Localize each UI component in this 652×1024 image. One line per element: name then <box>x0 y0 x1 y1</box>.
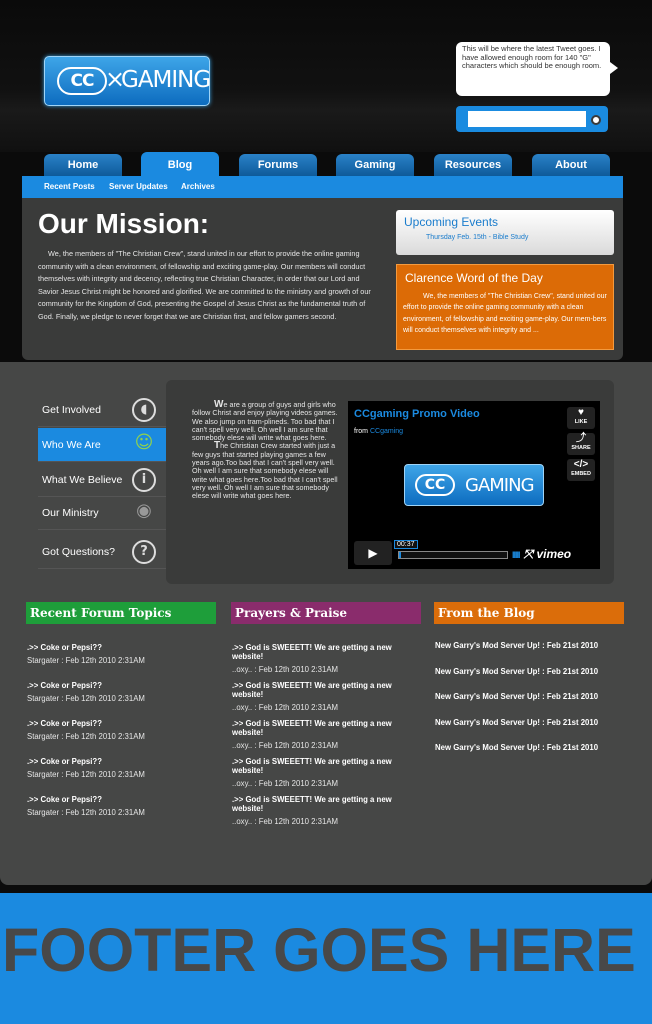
people-icon: ☺ <box>134 432 154 453</box>
list-item[interactable] <box>27 795 217 817</box>
globe-icon: ◉ <box>136 500 152 521</box>
play-button[interactable] <box>354 541 392 565</box>
video-time: 00:37 <box>394 540 418 549</box>
item-title[interactable]: .>> God is SWEEETT! We are getting a new website! <box>232 681 392 699</box>
list-item[interactable] <box>232 681 422 712</box>
play-icon: ▶ <box>368 546 378 560</box>
code-icon: </> <box>573 459 589 470</box>
item-title[interactable]: .>> God is SWEEETT! We are getting a new website! <box>232 643 392 661</box>
vimeo-brand: vimeo <box>536 547 572 561</box>
main-nav <box>0 152 652 176</box>
menu-label: Our Ministry <box>42 507 99 519</box>
item-meta: Stargater : Feb 12th 2010 2:31AM <box>27 808 145 817</box>
subnav-recent-posts[interactable]: Recent Posts <box>44 182 95 191</box>
item-title[interactable]: New Garry's Mod Server Up! : Feb 21st 2010 <box>435 641 599 650</box>
list-item[interactable] <box>435 692 625 701</box>
video-logo-name: GAMING <box>465 475 534 496</box>
about-paragraph: e are a group of guys and girls who follow Christ and enjoy playing videos games. We also jump on tram-plineds. Too bad that I can't spell very well. Oh well I am sure that somebody elese will write what goes here. <box>192 400 338 443</box>
forum-column <box>26 602 216 624</box>
events-title[interactable]: Upcoming Events <box>404 215 499 229</box>
subnav-archives[interactable]: Archives <box>181 182 215 191</box>
menu-who-we-are[interactable] <box>38 428 166 462</box>
item-meta: ..oxy.. : Feb 12th 2010 2:31AM <box>232 779 339 788</box>
latest-tweet: This will be where the latest Tweet goes. I have allowed enough room for 140 "G" characters which should be enough room. <box>456 42 610 96</box>
share-icon: ⤴ <box>576 433 586 444</box>
about-text <box>192 401 340 501</box>
site-logo[interactable] <box>44 56 210 106</box>
item-meta: ..oxy.. : Feb 12th 2010 2:31AM <box>232 741 339 750</box>
item-title[interactable]: New Garry's Mod Server Up! : Feb 21st 2010 <box>435 718 599 727</box>
like-button[interactable] <box>567 407 595 429</box>
video-byline <box>354 428 403 435</box>
mission-body: We, the members of "The Christian Crew", stand united in our effort to provide the online gaming community with a clean environment, of fellowship and exciting game-play. Our members will conduct themselves with integrity and decency, reflecting true Christian Character, in order that our Lord and Savior Jesus Christ might be honored and glorified. We are committed to the ministry and growth of our community for the Kingdom of God, presenting the Gospel of Jesus Christ as the fundamental truth of God. Finally, we pledge to never forget that we are Christian first, and fellow gamers second. <box>38 249 371 321</box>
upcoming-events <box>396 210 614 255</box>
share-button[interactable] <box>567 433 595 455</box>
tab-about[interactable]: About <box>532 154 610 176</box>
item-meta: Stargater : Feb 12th 2010 2:31AM <box>27 770 145 779</box>
video-logo-cc: CC <box>415 474 455 496</box>
item-title[interactable]: .>> Coke or Pepsi?? <box>27 719 102 728</box>
like-label: LIKE <box>574 419 588 425</box>
fullscreen-icon[interactable]: ⤧ <box>523 547 537 561</box>
event-item[interactable]: Thursday Feb. 15th - Bible Study <box>426 234 529 241</box>
sub-nav <box>22 176 623 198</box>
menu-label: Got Questions? <box>42 546 115 558</box>
logo-x-icon: × <box>105 65 126 93</box>
video-player[interactable] <box>348 401 600 569</box>
menu-label: What We Believe <box>42 474 123 486</box>
list-item[interactable] <box>232 795 422 826</box>
subnav-server-updates[interactable]: Server Updates <box>109 182 168 191</box>
question-icon: ? <box>132 540 156 564</box>
item-title[interactable]: New Garry's Mod Server Up! : Feb 21st 2010 <box>435 692 599 701</box>
list-item[interactable] <box>435 743 625 752</box>
search-box <box>456 106 608 132</box>
prayers-column <box>231 602 421 624</box>
item-title[interactable]: .>> Coke or Pepsi?? <box>27 643 102 652</box>
tab-forums[interactable]: Forums <box>239 154 317 176</box>
item-title[interactable]: New Garry's Mod Server Up! : Feb 21st 2010 <box>435 667 599 676</box>
search-button-icon[interactable] <box>591 115 601 125</box>
list-item[interactable] <box>232 719 422 750</box>
menu-our-ministry[interactable] <box>38 496 166 530</box>
tab-blog[interactable]: Blog <box>141 152 219 176</box>
item-title[interactable]: .>> God is SWEEETT! We are getting a new website! <box>232 719 392 737</box>
list-item[interactable] <box>435 641 625 650</box>
mission-title: Our Mission: <box>38 208 210 239</box>
item-meta: Stargater : Feb 12th 2010 2:31AM <box>27 656 145 665</box>
blog-column <box>434 602 624 624</box>
menu-got-questions[interactable] <box>38 535 166 569</box>
word-body: We, the members of "The Christian Crew", stand united our effort to provide the online gaming community with a clean environment, of fellowship and exciting game-play. Our mem-bers will conduct themselves with integrity and ... <box>403 293 607 335</box>
item-title[interactable]: .>> Coke or Pepsi?? <box>27 795 102 804</box>
item-title[interactable]: .>> God is SWEEETT! We are getting a new website! <box>232 757 392 775</box>
tab-gaming[interactable]: Gaming <box>336 154 414 176</box>
progress-fill <box>399 552 401 558</box>
dropcap: T <box>214 440 221 452</box>
video-author[interactable]: CCgaming <box>369 428 404 435</box>
dropcap: W <box>214 399 224 410</box>
mission-panel <box>22 198 623 360</box>
list-item[interactable] <box>27 643 217 665</box>
menu-label: Get Involved <box>42 404 101 416</box>
tab-home[interactable]: Home <box>44 154 122 176</box>
item-meta: ..oxy.. : Feb 12th 2010 2:31AM <box>232 703 339 712</box>
item-meta: Stargater : Feb 12th 2010 2:31AM <box>27 694 145 703</box>
item-title[interactable]: .>> Coke or Pepsi?? <box>27 681 102 690</box>
about-paragraph: he Christian Crew started with just a few guys that started playing games a few years ago.Too bad that I can't spell very well. Oh well I am sure that somebody elese will write what goes here.Too bad that I can't spell very well. Oh well I am sure that somebody elese will write what goes here. <box>192 441 338 501</box>
list-item[interactable] <box>27 719 217 741</box>
video-from: from <box>354 428 368 435</box>
video-logo <box>404 464 544 506</box>
item-title[interactable]: New Garry's Mod Server Up! : Feb 21st 2010 <box>435 743 599 752</box>
menu-label: Who We Are <box>42 439 101 451</box>
blog-heading: From the Blog <box>434 602 624 624</box>
list-item[interactable] <box>27 757 217 779</box>
heart-icon: ♥ <box>578 407 584 418</box>
tab-resources[interactable]: Resources <box>434 154 512 176</box>
menu-what-we-believe[interactable] <box>38 463 166 497</box>
search-input[interactable] <box>468 111 586 127</box>
video-progress[interactable] <box>398 551 508 559</box>
list-item[interactable] <box>232 757 422 788</box>
word-title: Clarence Word of the Day <box>405 271 543 285</box>
info-icon: i <box>132 468 156 492</box>
video-title[interactable]: CCgaming Promo Video <box>354 408 480 420</box>
footer <box>0 893 652 1024</box>
prayers-heading: Prayers & Praise <box>231 602 421 624</box>
footer-text: FOOTER GOES HERE <box>2 916 636 984</box>
item-meta: ..oxy.. : Feb 12th 2010 2:31AM <box>232 817 339 826</box>
logo-name: GAMING <box>121 67 211 93</box>
word-of-the-day <box>396 264 614 350</box>
list-item[interactable] <box>435 718 625 727</box>
item-title[interactable]: .>> God is SWEEETT! We are getting a new website! <box>232 795 392 813</box>
list-item[interactable] <box>232 643 422 674</box>
volume-icon[interactable]: IIIII <box>512 550 520 560</box>
share-label: SHARE <box>571 445 591 451</box>
logo-cc: CC <box>57 67 107 95</box>
embed-button[interactable] <box>567 459 595 481</box>
menu-get-involved[interactable] <box>38 393 166 427</box>
item-title[interactable]: .>> Coke or Pepsi?? <box>27 757 102 766</box>
list-item[interactable] <box>27 681 217 703</box>
vimeo-logo[interactable] <box>512 547 571 562</box>
list-item[interactable] <box>435 667 625 676</box>
forum-heading: Recent Forum Topics <box>26 602 216 624</box>
embed-label: EMBED <box>571 471 591 477</box>
item-meta: ..oxy.. : Feb 12th 2010 2:31AM <box>232 665 339 674</box>
item-meta: Stargater : Feb 12th 2010 2:31AM <box>27 732 145 741</box>
mouse-icon: ◖ <box>132 398 156 422</box>
